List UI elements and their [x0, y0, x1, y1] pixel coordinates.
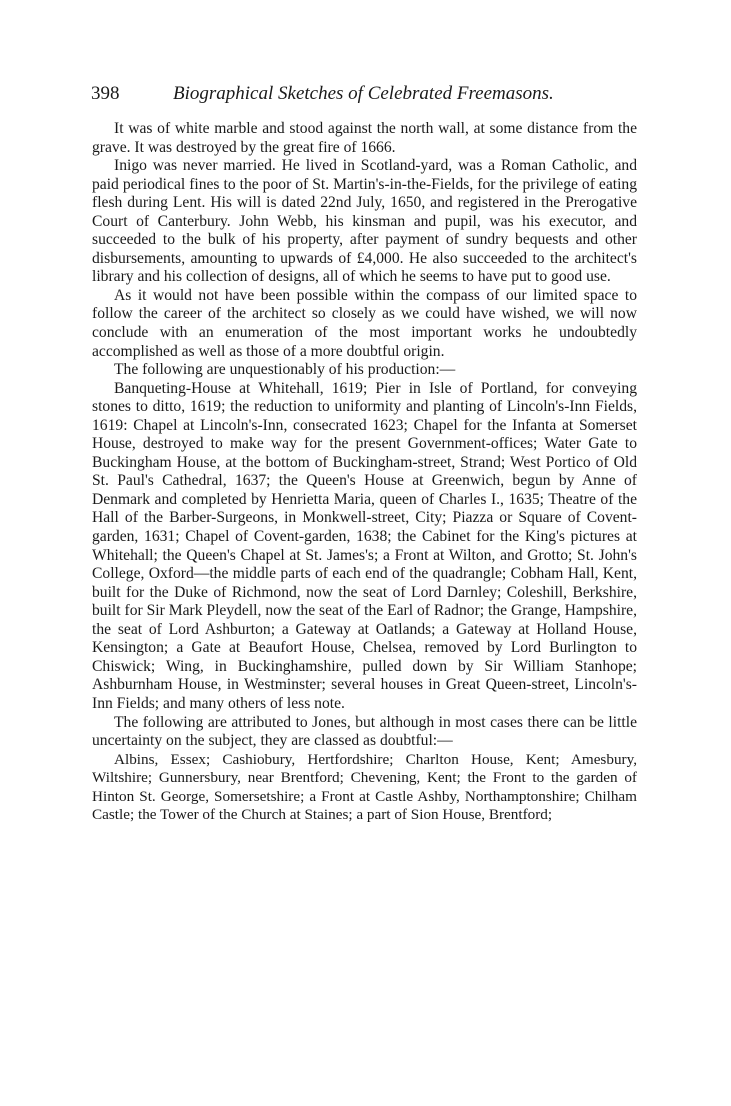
page-number: 398 — [91, 83, 120, 104]
body-text — [92, 120, 637, 825]
running-title: Biographical Sketches of Celebrated Freemasons. — [173, 83, 554, 104]
running-head — [91, 80, 651, 108]
paragraph-inigo-life: Inigo was never married. He lived in Scotland-yard, was a Roman Catholic, and paid periodical fines to the poor of St. Martin's-in-the-Fields, for the privilege of eating flesh during Lent. His will is dated 22nd July, 1650, and registered in the Prerogative Court of Canterbury. John Webb, his kinsman and pupil, was his executor, and succeeded to the bulk of his property, after payment of sundry bequests and other disbursements, amounting to upwards of £4,000. He also succeeded to the architect's library and his collection of designs, all of which he seems to have put to good use. — [92, 157, 637, 286]
paragraph-attributed-list: Albins, Essex; Cashiobury, Hertfordshire; Charlton House, Kent; Amesbury, Wiltshire; Gunnersbury, near Brentford; Chevening, Kent; the Front to the garden of Hinton St. George, Somersetshire; a Front at Castle Ashby, Northamptonshire; Chilham Castle; the Tower of the Church at Staines; a part of Sion House, Brentford; — [92, 750, 637, 824]
paragraph-monument: It was of white marble and stood against the north wall, at some distance from the grave. It was destroyed by the great fire of 1666. — [92, 120, 637, 156]
paragraph-works-heading: The following are unquestionably of his production:— — [114, 361, 456, 379]
paragraph-enumeration-intro: As it would not have been possible within the compass of our limited space to follow the career of the architect so closely as we could have wished, we will now conclude with an enumeration of the most important works he undoubtedly accomplished as well as those of a more doubtful origin. — [92, 286, 637, 360]
paragraph-attributed-heading: The following are attributed to Jones, but although in most cases there can be little uncertainty on the subject, they are classed as doubtful:— — [92, 713, 637, 750]
paragraph-works-list: Banqueting-House at Whitehall, 1619; Pier in Isle of Portland, for conveying stones to ditto, 1619; the reduction to uniformity and planting of Lincoln's-Inn Fields, 1619: Chapel at Lincoln's-Inn, consecrated 1623; Chapel for the Infanta at Somerset House, destroyed to make way for the present Government-offices; Water Gate to Buckingham House, at the bottom of Buckingham-street, Strand; West Portico of Old St. Paul's Cathedral, 1637; the Queen's House at Greenwich, begun by Anne of Denmark and completed by Henrietta Maria, queen of Charles I., 1635; Theatre of the Hall of the Barber-Surgeons, in Monkwell-street, City; Piazza or Square of Covent-garden, 1631; Chapel of Covent-garden, 1638; the Cabinet for the King's pictures at Whitehall; the Queen's Chapel at St. James's; a Front at Wilton, and Grotto; St. John's College, Oxford—the middle parts of each end of the quadrangle; Cobham Hall, Kent, built for the Duke of Richmond, now the seat of Lord Darnley; Coleshill, Berkshire, built for Sir Mark Pleydell, now the seat of the Earl of Radnor; the Grange, Hampshire, the seat of Lord Ashburton; a Gateway at Oatlands; a Gateway at Holland House, Kensington; a Gate at Beaufort House, Chelsea, removed by Lord Burlington to Chiswick; Wing, in Buckinghamshire, pulled down by Sir William Stanhope; Ashburnham House, in Westminster; several houses in Great Queen-street, Lincoln's-Inn Fields; and many others of less note. — [92, 379, 637, 712]
